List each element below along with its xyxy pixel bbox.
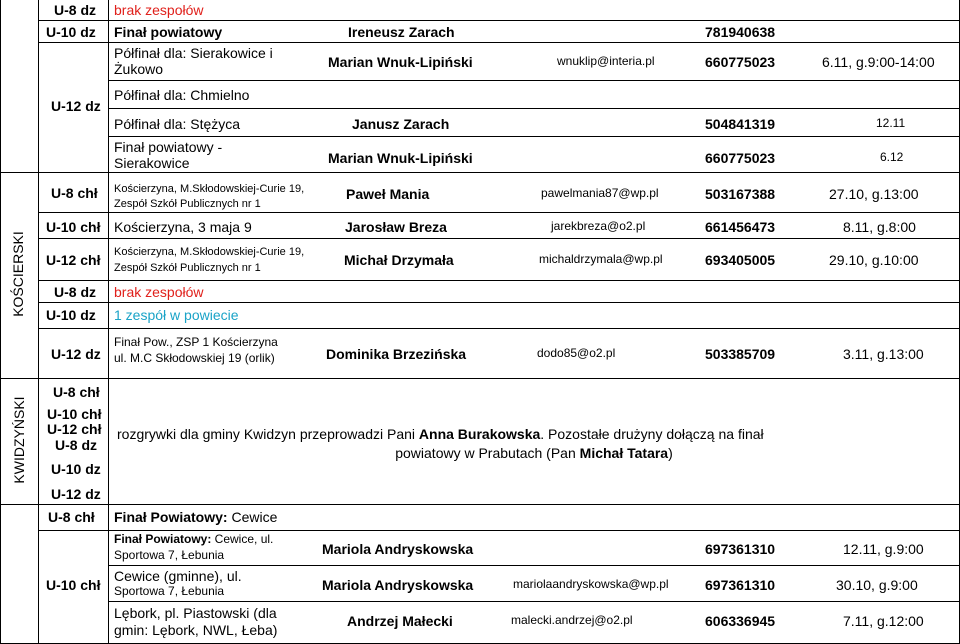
- venue-line: Finał Powiatowy: Cewice, ul.: [114, 532, 274, 546]
- contact-person: Mariola Andryskowska: [322, 577, 474, 593]
- category-label: U-8 chł: [53, 384, 100, 400]
- contact-phone: 606336945: [705, 613, 776, 629]
- grid-line: [108, 601, 959, 602]
- venue-line: Żukowo: [114, 61, 164, 77]
- contact-phone: 660775023: [705, 150, 776, 166]
- contact-person: Michał Drzymała: [344, 252, 454, 268]
- status-text: brak zespołów: [114, 284, 204, 300]
- venue-line: Sierakowice: [114, 155, 190, 171]
- category-label: U-8 dz: [55, 437, 97, 453]
- grid-line: [108, 80, 959, 81]
- venue-line: ul. M.C Skłodowskiej 19 (orlik): [114, 351, 275, 365]
- contact-phone: 503167388: [705, 186, 776, 202]
- category-label: U-12 chł: [46, 252, 101, 268]
- contact-email: pawelmania87@wp.pl: [541, 186, 659, 200]
- grid-line: [38, 0, 39, 644]
- event-date: 27.10, g.13:00: [829, 186, 919, 202]
- event-date: 7.11, g.12:00: [843, 613, 924, 629]
- contact-email: wnuklip@interia.pl: [557, 54, 655, 68]
- event-date: 30.10, g.9:00: [836, 577, 918, 593]
- contact-email: mariolaandryskowska@wp.pl: [513, 577, 669, 591]
- grid-line: [108, 565, 959, 566]
- venue-line: Kościerzyna, 3 maja 9: [114, 219, 252, 235]
- grid-line: [0, 172, 959, 173]
- grid-line: [38, 238, 959, 239]
- venue-line: Cewice (gminne), ul.: [114, 568, 242, 584]
- contact-email: dodo85@o2.pl: [537, 346, 616, 360]
- region-label: KOŚCIERSKI: [10, 231, 26, 317]
- venue-line: Półfinał dla: Sierakowice i: [114, 45, 273, 61]
- contact-person: Janusz Zarach: [352, 116, 450, 132]
- grid-line: [0, 378, 959, 379]
- contact-person: Dominika Brzezińska: [326, 346, 467, 362]
- contact-person: Jarosław Breza: [345, 219, 447, 235]
- grid-line: [0, 0, 1, 644]
- category-label: U-10 dz: [46, 307, 96, 323]
- grid-line: [108, 108, 959, 109]
- venue-line: Lębork, pl. Piastowski (dla: [114, 605, 277, 621]
- event-date: 12.11, g.9:00: [843, 541, 924, 557]
- contact-phone: 697361310: [705, 541, 776, 557]
- event-date: 6.12: [880, 150, 904, 164]
- grid-line: [38, 530, 959, 531]
- category-label: U-8 dz: [54, 2, 96, 18]
- event-date: 3.11, g.13:00: [843, 346, 924, 362]
- category-label: U-10 chł: [46, 577, 101, 593]
- contact-phone: 503385709: [705, 346, 776, 362]
- venue-line: Kościerzyna, M.Skłodowskiej-Curie 19,: [114, 246, 305, 258]
- contact-phone: 661456473: [705, 219, 776, 235]
- category-label: U-8 dz: [54, 284, 96, 300]
- venue-line: Zespół Szkół Publicznych nr 1: [114, 262, 261, 274]
- contact-email: malecki.andrzej@o2.pl: [511, 613, 633, 627]
- event-date: 6.11, g.9:00-14:00: [822, 54, 935, 70]
- contact-person: Marian Wnuk-Lipiński: [328, 150, 473, 166]
- status-text: 1 zespół w powiecie: [114, 307, 239, 323]
- grid-line: [38, 20, 959, 21]
- grid-line: [38, 42, 959, 43]
- contact-email: jarekbreza@o2.pl: [551, 219, 646, 233]
- category-label: U-10 chł: [47, 406, 102, 422]
- event-title: Finał Powiatowy: Cewice: [114, 509, 278, 525]
- event-date: 29.10, g.10:00: [829, 252, 919, 268]
- venue-line: Półfinał dla: Stężyca: [114, 116, 241, 132]
- contact-phone: 697361310: [705, 577, 776, 593]
- venue-line: Półfinał dla: Chmielno: [114, 87, 250, 103]
- event-date: 12.11: [876, 116, 906, 130]
- grid-line: [108, 136, 959, 137]
- contact-phone: 504841319: [705, 116, 776, 132]
- contact-email: michaldrzymala@wp.pl: [539, 252, 663, 266]
- grid-line: [38, 328, 959, 329]
- category-label: U-12 dz: [51, 346, 101, 362]
- venue-line: Sportowa 7, Łebunia: [114, 548, 225, 562]
- category-label: U-8 chł: [51, 185, 98, 201]
- contact-person: Paweł Mania: [346, 186, 430, 202]
- contact-person: Mariola Andryskowska: [322, 541, 474, 557]
- contact-person: Andrzej Małecki: [347, 613, 453, 629]
- grid-line: [38, 212, 959, 213]
- note-line-1: rozgrywki dla gminy Kwidzyn przeprowadzi Pani Anna Burakowska. Pozostałe drużyny dołączą na finał: [117, 426, 764, 442]
- venue-line: Zespół Szkół Publicznych nr 1: [114, 198, 261, 210]
- grid-line: [108, 0, 109, 644]
- category-label: U-10 chł: [46, 219, 101, 235]
- venue-line: Sportowa 7, Łebunia: [114, 584, 225, 598]
- venue-line: Finał Pow., ZSP 1 Kościerzyna: [114, 335, 278, 349]
- category-label: U-12 dz: [51, 486, 101, 502]
- category-label: U-10 dz: [46, 24, 96, 40]
- status-text: brak zespołów: [114, 2, 204, 18]
- contact-phone: 781940638: [705, 24, 776, 40]
- grid-line: [0, 504, 959, 505]
- venue-line: Finał powiatowy -: [114, 139, 223, 155]
- category-label: U-8 chł: [48, 509, 95, 525]
- grid-line: [38, 280, 959, 281]
- grid-line: [38, 302, 959, 303]
- venue-line: gmin: Lębork, NWL, Łeba): [114, 622, 278, 638]
- category-label: U-12 dz: [51, 98, 101, 114]
- venue-line: Kościerzyna, M.Skłodowskiej-Curie 19,: [114, 183, 305, 195]
- category-label: U-12 chł: [47, 421, 102, 437]
- contact-phone: 693405005: [705, 252, 776, 268]
- event-title: Finał powiatowy: [114, 24, 223, 40]
- event-date: 8.11, g.8:00: [843, 219, 916, 235]
- region-label: KWIDZYŃSKI: [11, 396, 27, 484]
- contact-phone: 660775023: [705, 54, 776, 70]
- note-line-2: powiatowy w Prabutach (Pan Michał Tatara): [395, 445, 673, 461]
- category-label: U-10 dz: [51, 461, 101, 477]
- contact-person: Marian Wnuk-Lipiński: [328, 54, 473, 70]
- contact-person: Ireneusz Zarach: [348, 24, 455, 40]
